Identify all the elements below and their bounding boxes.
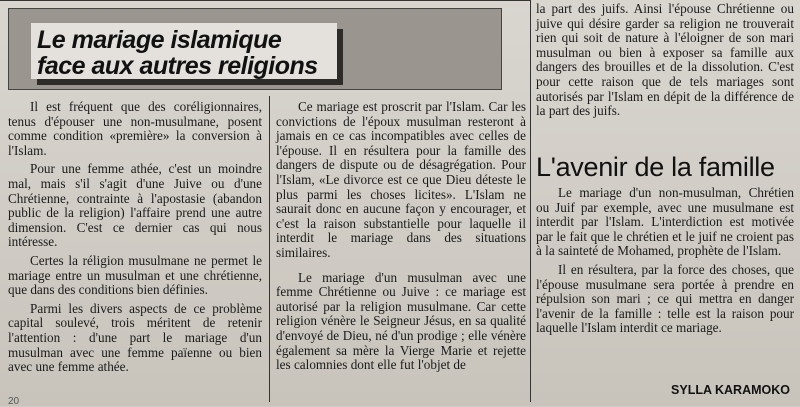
page-number: 20 [8, 396, 20, 407]
paragraph: Pour une femme athée, c'est un moindre mal, mais s'il s'agit d'une Juive ou d'une Chrétienne, contrainte à l'apostasie (abandon public de la religion) l'affaire prend une autre dimension. C'est ce dernier cas qui nous intéresse. [8, 161, 262, 250]
article-column-1 [8, 100, 262, 379]
article-column-3-top [536, 2, 794, 123]
headline-line-1: Le mariage islamique [37, 26, 282, 54]
paragraph: Le mariage d'un musulman avec une femme Chrétienne ou Juive : ce mariage est autorisé par la religion musulmane. Car cette religion vénère le Seigneur Jésus, en sa qualité d'envoyé de Dieu, né d'un prodige ; elle vénère également sa mère la Vierge Marie et rejette les calomnies dont elle fut l'objet de [276, 269, 526, 373]
paragraph: Ce mariage est proscrit par l'Islam. Car les convictions de l'époux musulman resteront à jamais en ce cas incompatibles avec celles de l'épouse. Il en résultera pour la famille des dangers de dispute ou de désagrégation. Pour l'Islam, «Le divorce est ce que Dieu déteste le plus parmi les choses licites». L'Islam ne saurait donc en aucune façon y encourager, et c'est la raison substantielle pour laquelle il interdit le mariage dans des situations similaires. [276, 99, 526, 260]
column-divider-1 [269, 96, 270, 402]
top-rule [0, 0, 530, 1]
article-column-3-bottom [536, 186, 794, 340]
headline-line-2: face aux autres religions [37, 52, 318, 80]
paragraph: Il est fréquent que des coréligionnaires, tenus d'épouser une non-musulmane, posent comme condition «première» la conversion à l'Islam. [8, 99, 262, 158]
article-column-2 [276, 100, 526, 377]
headline-panel [31, 23, 337, 79]
paragraph: la part des juifs. Ainsi l'épouse Chrétienne ou juive qui désire garder sa religion ne trouverait rien qui soit de nature à l'éloigner de son mari musulman ou bien à exposer sa famille aux dangers des brouilles et de la dissolution. C'est pour cette raison que de tels mariages sont autorisés par l'Islam en dépit de la différence de la part des juifs. [536, 1, 794, 119]
section-heading: L'avenir de la famille [536, 152, 775, 182]
headline-box [8, 8, 502, 90]
paragraph: Parmi les divers aspects de ce problème capital soulevé, trois méritent de retenir l'attention : d'une part le mariage d'un musulman avec une femme païenne ou bien avec une femme athée. [8, 300, 262, 375]
paragraph: Le mariage d'un non-musulman, Chrétien ou Juif par exemple, avec une musulmane est interdit par l'Islam. L'interdiction est motivée par le fait que le chrétien et le juif ne croient pas à la sainteté de Mohamed, prophète de l'Islam. [536, 185, 794, 259]
paragraph: Certes la réligion musulmane ne permet le mariage entre un musulman et une chrétienne, que dans des conditions bien définies. [8, 252, 262, 298]
paragraph: Il en résultera, par la force des choses, que l'épouse musulmane sera portée à prendre en répulsion son mari ; ce qui mettra en danger l'avenir de la famille : telle est la raison pour laquelle l'Islam interdit ce mariage. [536, 261, 794, 336]
author-byline: SYLLA KARAMOKO [671, 383, 790, 397]
column-divider-2 [530, 0, 531, 402]
